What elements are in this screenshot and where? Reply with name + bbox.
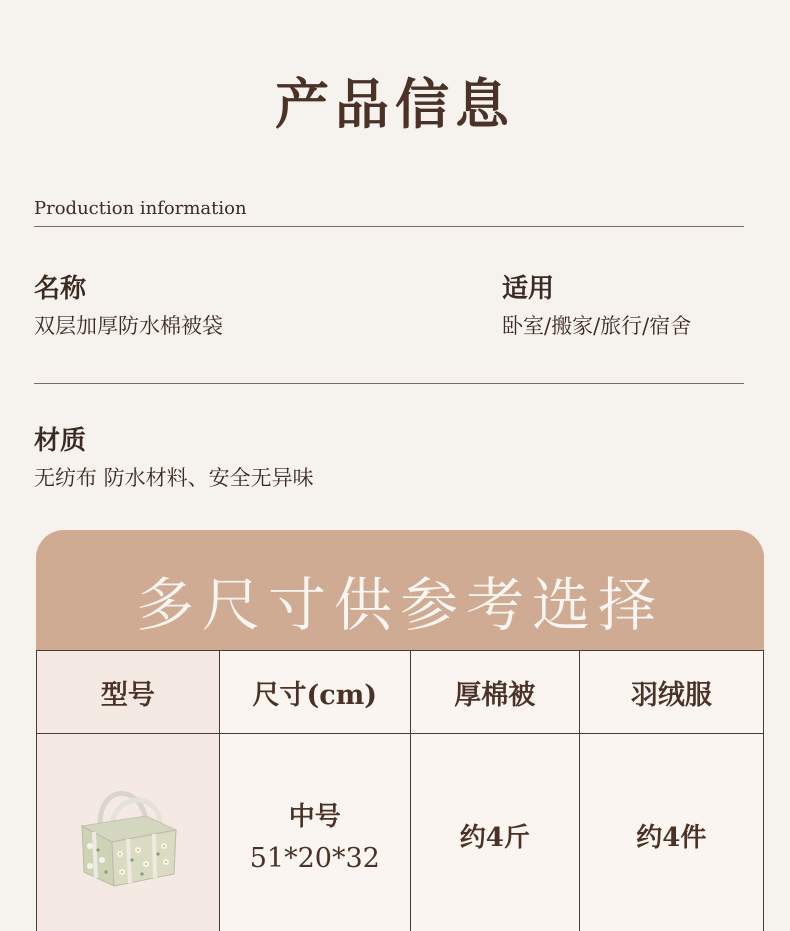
name-label: 名称 bbox=[34, 274, 87, 304]
size-section-title: 多尺寸供参考选择 bbox=[135, 571, 664, 639]
material-label: 材质 bbox=[34, 426, 87, 456]
column-header-quilt: 厚棉被 bbox=[410, 651, 579, 734]
size-cell bbox=[219, 734, 410, 931]
quilt-capacity-value: 约4斤 bbox=[410, 734, 579, 931]
product-image-cell bbox=[37, 734, 220, 931]
name-value: 双层加厚防水棉被袋 bbox=[34, 314, 223, 338]
page-subtitle: Production information bbox=[34, 198, 247, 219]
dimensions-value: 51*20*32 bbox=[249, 843, 380, 874]
page-title: 产品信息 bbox=[275, 72, 515, 136]
down-capacity-value: 约4件 bbox=[579, 734, 763, 931]
column-header-size: 尺寸(cm) bbox=[219, 651, 410, 734]
column-header-down: 羽绒服 bbox=[579, 651, 763, 734]
table-header-row bbox=[37, 651, 764, 734]
divider bbox=[34, 383, 744, 384]
divider bbox=[34, 226, 744, 227]
table-row bbox=[37, 734, 764, 931]
use-label: 适用 bbox=[502, 274, 555, 304]
column-header-model: 型号 bbox=[37, 651, 220, 734]
size-card bbox=[36, 530, 764, 931]
use-value: 卧室/搬家/旅行/宿舍 bbox=[502, 314, 692, 338]
model-value: 中号 bbox=[288, 802, 341, 832]
floral-storage-bag-image bbox=[76, 780, 180, 890]
material-value: 无纺布 防水材料、安全无异味 bbox=[34, 466, 314, 490]
size-table bbox=[36, 650, 764, 931]
